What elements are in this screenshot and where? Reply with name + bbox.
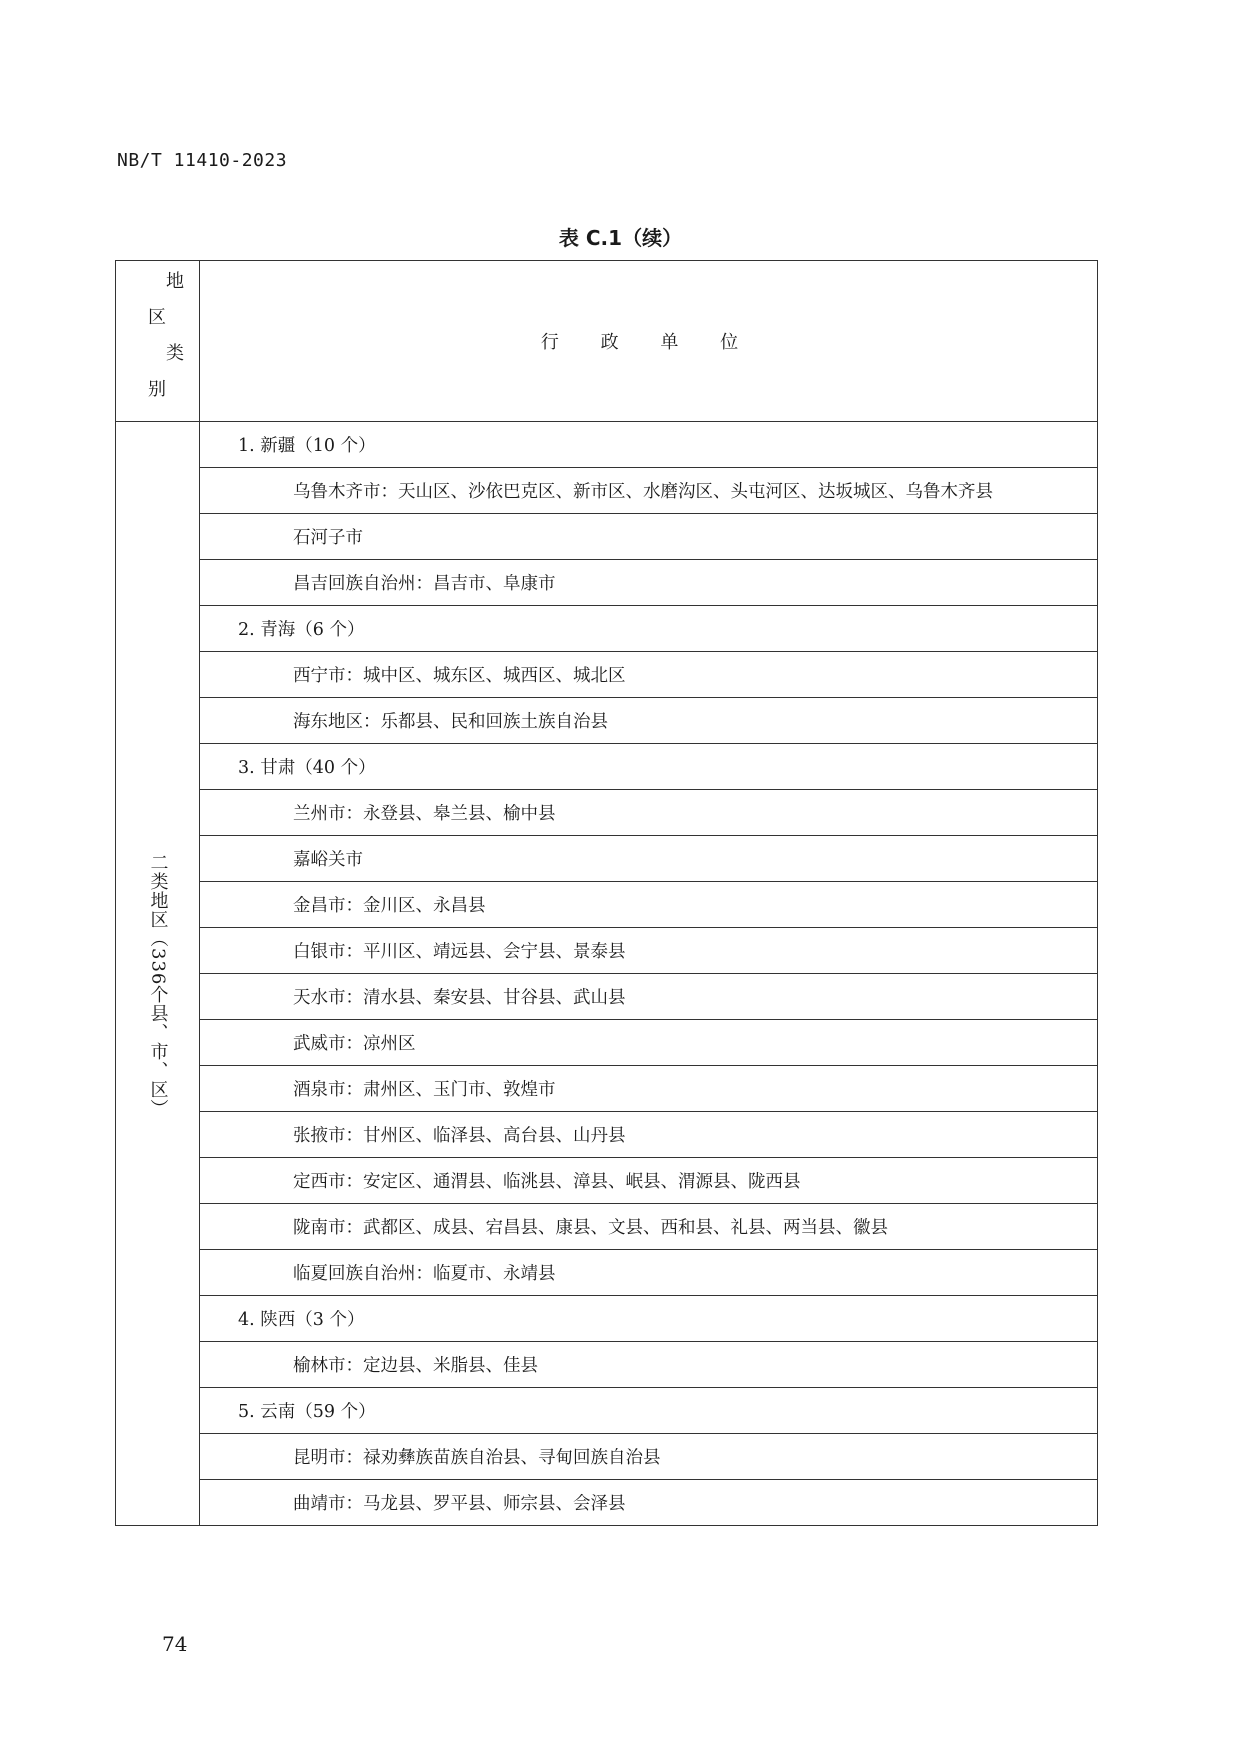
header-char-2: 区: [148, 307, 166, 328]
city-entry: 乌鲁木齐市：天山区、沙依巴克区、新市区、水磨沟区、头屯河区、达坂城区、乌鲁木齐县: [200, 468, 1098, 514]
table-row: [116, 1250, 1098, 1296]
table-row: [116, 790, 1098, 836]
region-category-label: 二类地区（336个县、市、区）: [147, 852, 169, 1119]
header-char-4: 别: [148, 379, 166, 400]
city-entry: 昆明市：禄劝彝族苗族自治县、寻甸回族自治县: [200, 1434, 1098, 1480]
table-row: [116, 1020, 1098, 1066]
province-heading: 3. 甘肃（40 个）: [200, 744, 1098, 790]
table-row: [116, 1296, 1098, 1342]
table-row: [116, 1434, 1098, 1480]
province-heading: 1. 新疆（10 个）: [200, 422, 1098, 468]
table-row: [116, 698, 1098, 744]
city-entry: 张掖市：甘州区、临泽县、高台县、山丹县: [200, 1112, 1098, 1158]
region-category-cell: [116, 422, 200, 1526]
city-entry: 曲靖市：马龙县、罗平县、师宗县、会泽县: [200, 1480, 1098, 1526]
city-entry: 榆林市：定边县、米脂县、佳县: [200, 1342, 1098, 1388]
header-admin-units: 行 政 单 位: [200, 261, 1098, 422]
city-entry: 西宁市：城中区、城东区、城西区、城北区: [200, 652, 1098, 698]
table-row: [116, 1112, 1098, 1158]
header-region-category: [116, 261, 200, 422]
table-row: [116, 652, 1098, 698]
city-entry: 武威市：凉州区: [200, 1020, 1098, 1066]
header-char-3: 类: [166, 343, 184, 364]
page-number: 74: [162, 1632, 188, 1656]
table-row: [116, 514, 1098, 560]
city-entry: 昌吉回族自治州：昌吉市、阜康市: [200, 560, 1098, 606]
city-entry: 嘉峪关市: [200, 836, 1098, 882]
table-row: [116, 1388, 1098, 1434]
table-row: [116, 1204, 1098, 1250]
table-row: [116, 928, 1098, 974]
province-heading: 5. 云南（59 个）: [200, 1388, 1098, 1434]
table-row: [116, 744, 1098, 790]
city-entry: 海东地区：乐都县、民和回族土族自治县: [200, 698, 1098, 744]
province-heading: 2. 青海（6 个）: [200, 606, 1098, 652]
table-row: [116, 468, 1098, 514]
table-row: [116, 422, 1098, 468]
city-entry: 白银市：平川区、靖远县、会宁县、景泰县: [200, 928, 1098, 974]
city-entry: 陇南市：武都区、成县、宕昌县、康县、文县、西和县、礼县、两当县、徽县: [200, 1204, 1098, 1250]
table-row: [116, 974, 1098, 1020]
city-entry: 天水市：清水县、秦安县、甘谷县、武山县: [200, 974, 1098, 1020]
table-row: [116, 1480, 1098, 1526]
table-row: [116, 606, 1098, 652]
city-entry: 兰州市：永登县、皋兰县、榆中县: [200, 790, 1098, 836]
city-entry: 石河子市: [200, 514, 1098, 560]
province-heading: 4. 陕西（3 个）: [200, 1296, 1098, 1342]
table-row: [116, 560, 1098, 606]
city-entry: 临夏回族自治州：临夏市、永靖县: [200, 1250, 1098, 1296]
table-header-row: [116, 261, 1098, 422]
city-entry: 金昌市：金川区、永昌县: [200, 882, 1098, 928]
table-row: [116, 836, 1098, 882]
admin-units-table: [115, 260, 1098, 1526]
table-row: [116, 1342, 1098, 1388]
table-title: 表 C.1（续）: [558, 226, 683, 250]
table-row: [116, 1158, 1098, 1204]
city-entry: 酒泉市：肃州区、玉门市、敦煌市: [200, 1066, 1098, 1112]
table-row: [116, 1066, 1098, 1112]
city-entry: 定西市：安定区、通渭县、临洮县、漳县、岷县、渭源县、陇西县: [200, 1158, 1098, 1204]
table-row: [116, 882, 1098, 928]
standard-code: NB/T 11410-2023: [117, 150, 288, 171]
header-char-1: 地: [166, 271, 184, 292]
